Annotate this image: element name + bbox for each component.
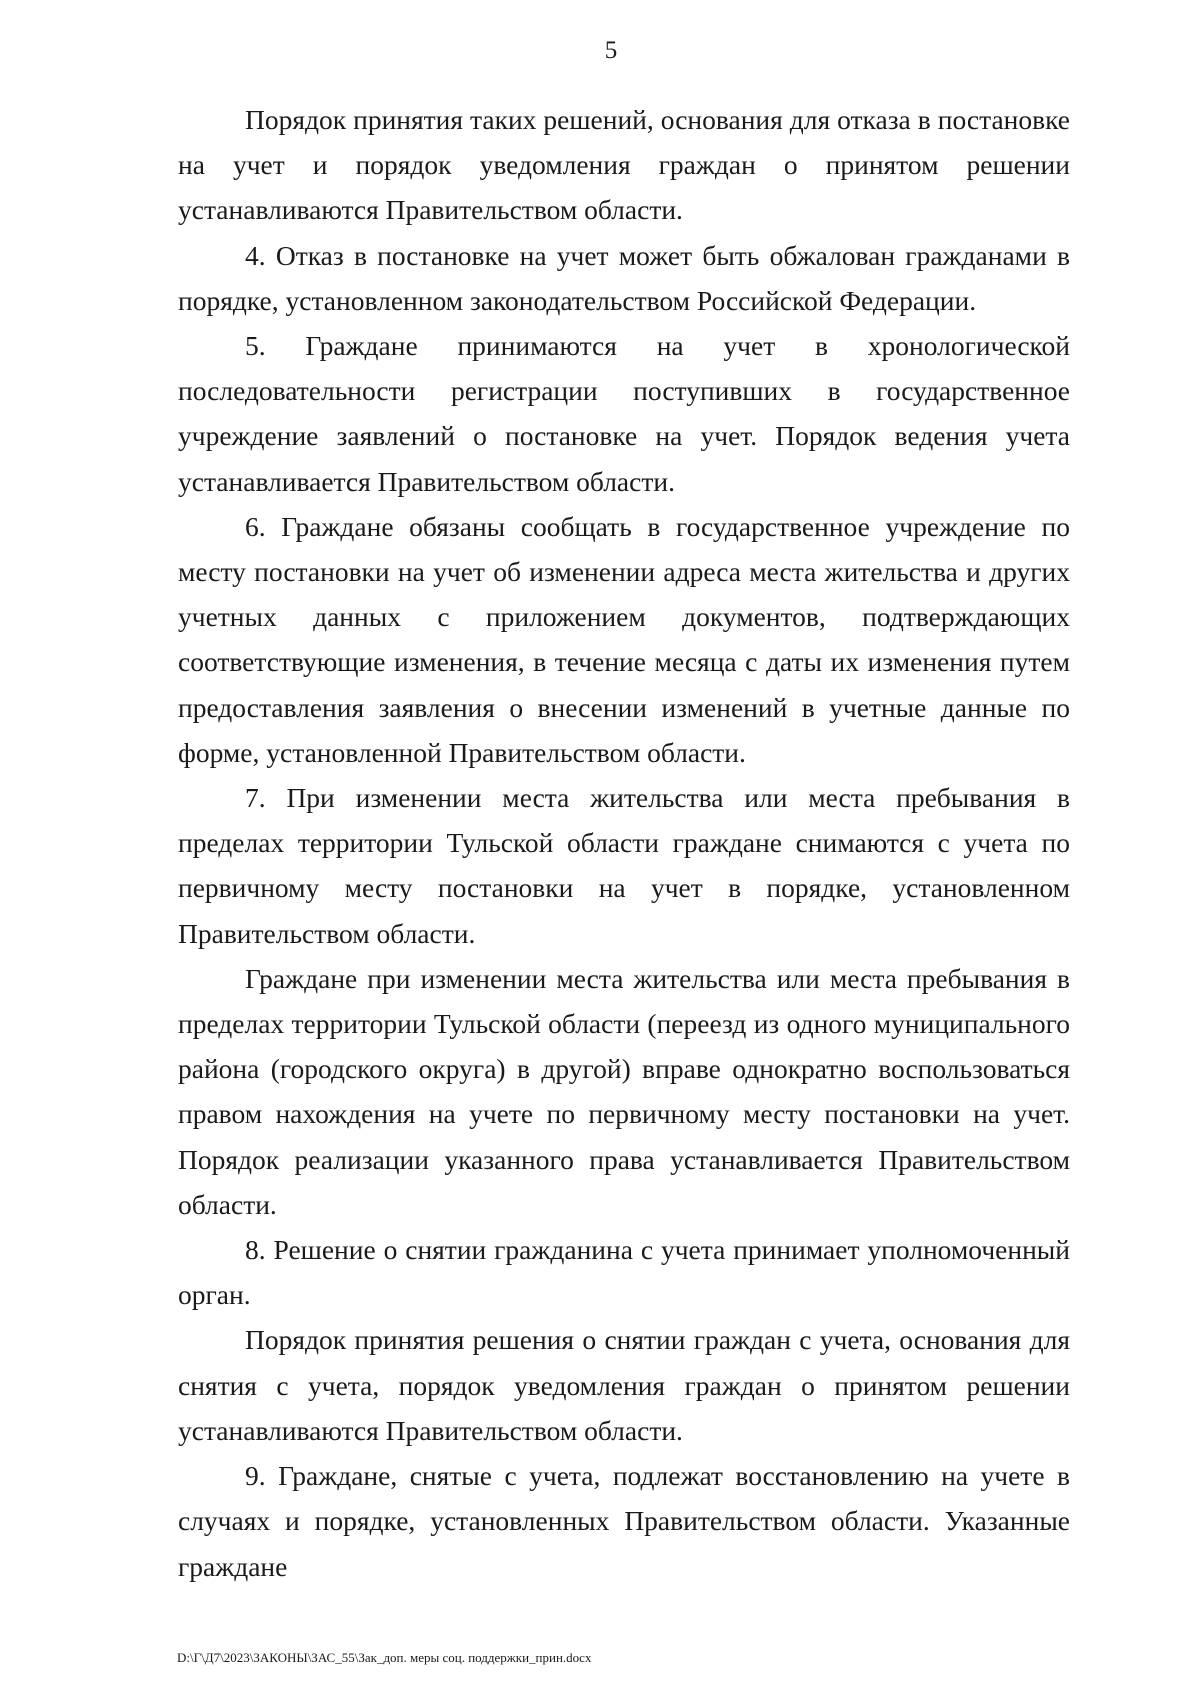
paragraph-item-9: 9. Граждане, снятые с учета, подлежат восстановлению на учете в случаях и порядке, установленных Правительством области. Указанные граждане (178, 1460, 1070, 1582)
paragraph-item-4: 4. Отказ в постановке на учет может быть обжалован гражданами в порядке, установленном законодательством Российской Федерации. (178, 239, 1070, 316)
paragraph-item-5: 5. Граждане принимаются на учет в хронологической последовательности регистрации поступивших в государственное учреждение заявлений о постановке на учет. Порядок ведения учета устанавливается Правительством области. (178, 330, 1070, 497)
document-body (178, 97, 1070, 1589)
paragraph-item-8: 8. Решение о снятии гражданина с учета принимает уполномоченный орган. (178, 1234, 1070, 1311)
paragraph-item-6: 6. Граждане обязаны сообщать в государственное учреждение по месту постановки на учет об изменении адреса места жительства и других учетных данных с приложением документов, подтверждающих соответствующие изменения, в течение месяца с даты их изменения путем предоставления заявления о внесении изменений в учетные данные по форме, установленной Правительством области. (178, 510, 1070, 768)
paragraph-item-7: 7. При изменении места жительства или места пребывания в пределах территории Тульской области граждане снимаются с учета по первичному месту постановки на учет в порядке, установленном Правительством области. (178, 782, 1070, 949)
footer-file-path: D:\Г\Д7\2023\ЗАКОНЫ\ЗАС_55\Зак_доп. меры соц. поддержки_прин.docx (177, 1650, 592, 1665)
paragraph-decision-procedure: Порядок принятия таких решений, основания для отказа в постановке на учет и порядок уведомления граждан о принятом решении устанавливаются Правительством области. (178, 104, 1070, 226)
page-number: 5 (604, 37, 618, 64)
paragraph-relocation-right: Граждане при изменении места жительства или места пребывания в пределах территории Тульской области (переезд из одного муниципального района (городского округа) в другой) вправе однократно воспользоваться правом нахождения на учете по первичному месту постановки на учет. Порядок реализации указанного права устанавливается Правительством области. (178, 962, 1070, 1220)
paragraph-deregistration-procedure: Порядок принятия решения о снятии граждан с учета, основания для снятия с учета, порядок уведомления граждан о принятом решении устанавливаются Правительством области. (178, 1324, 1070, 1446)
